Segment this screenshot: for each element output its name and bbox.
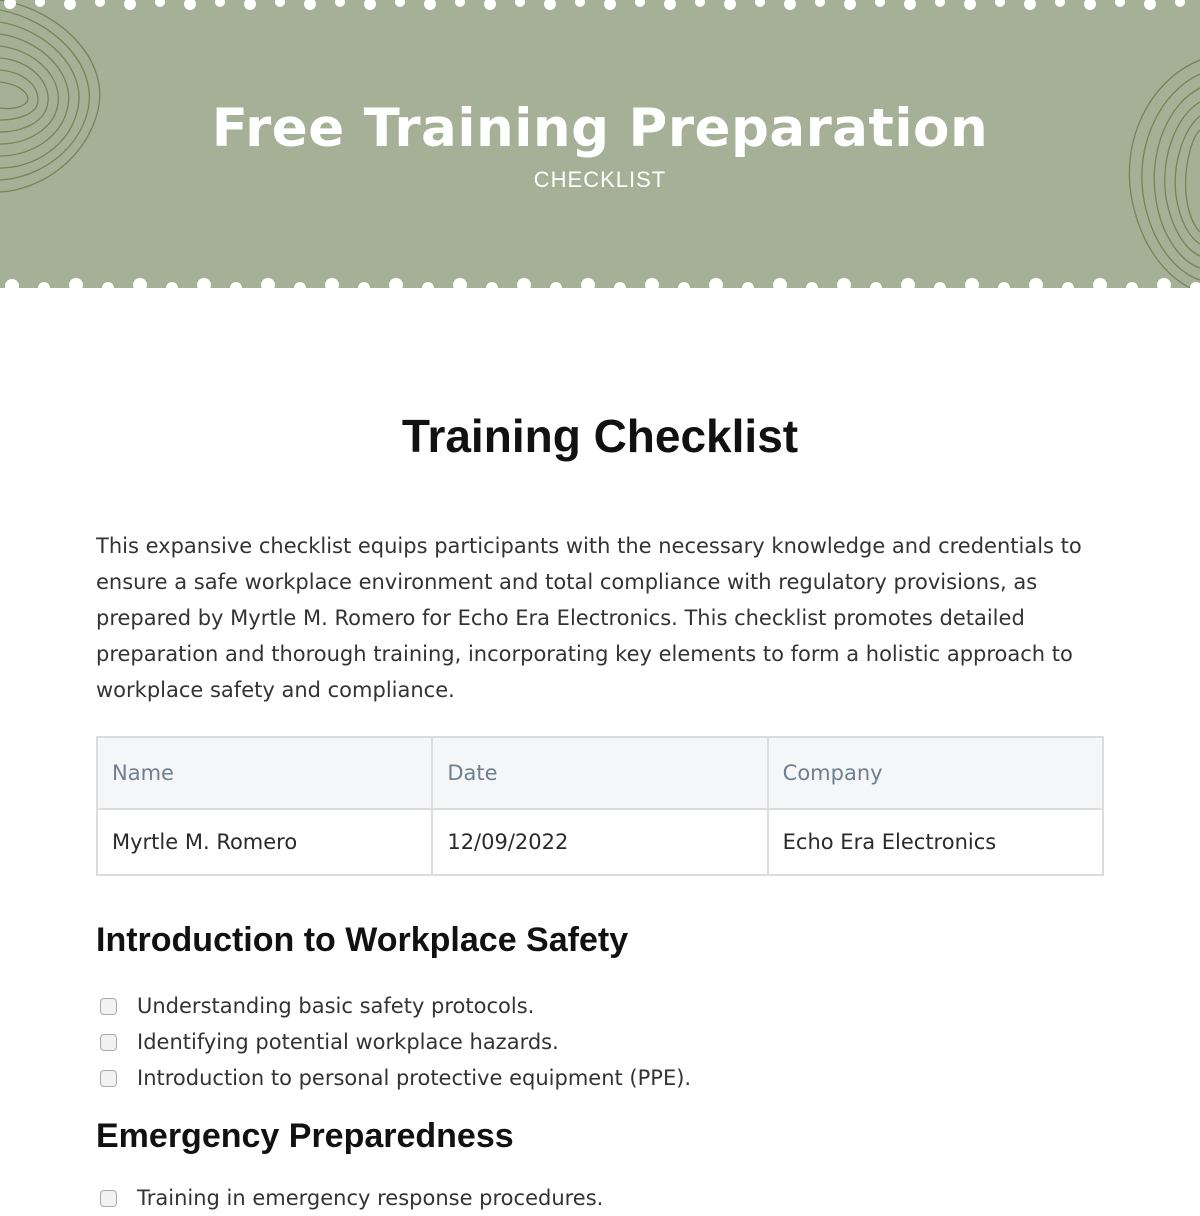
list-item-label: Understanding basic safety protocols.: [137, 994, 535, 1018]
list-item[interactable]: [100, 1060, 691, 1096]
list-item[interactable]: [100, 1024, 691, 1060]
table-header-date: Date: [432, 737, 767, 809]
checkbox[interactable]: [100, 998, 117, 1015]
table-header-name: Name: [97, 737, 432, 809]
info-table: [96, 736, 1104, 876]
header-banner: [0, 0, 1200, 292]
table-header-company: Company: [768, 737, 1103, 809]
section-title-emergency-preparedness: Emergency Preparedness: [96, 1117, 514, 1155]
banner-subtitle: CHECKLIST: [533, 167, 667, 192]
banner-title: Free Training Preparation: [211, 98, 989, 159]
table-cell-date: 12/09/2022: [432, 809, 767, 875]
checklist-workplace-safety: [100, 988, 691, 1096]
checklist-emergency-preparedness: [100, 1180, 603, 1216]
checkbox[interactable]: [100, 1034, 117, 1051]
table-cell-name: Myrtle M. Romero: [97, 809, 432, 875]
intro-paragraph: This expansive checklist equips participants with the necessary knowledge and credentials to ensure a safe workplace environment and total compliance with regulatory provisions, as prepared by Myrtle M. Romero for Echo Era Electronics. This checklist promotes detailed preparation and thorough training, incorporating key elements to form a holistic approach to workplace safety and compliance.: [96, 534, 1082, 702]
list-item-label: Introduction to personal protective equipment (PPE).: [137, 1066, 692, 1090]
table-header-row: [97, 737, 1103, 809]
list-item[interactable]: [100, 1180, 603, 1216]
checkbox[interactable]: [100, 1070, 117, 1087]
checkbox[interactable]: [100, 1190, 117, 1207]
list-item[interactable]: [100, 988, 691, 1024]
page-title: Training Checklist: [401, 410, 799, 462]
list-item-label: Training in emergency response procedures.: [137, 1186, 604, 1210]
table-cell-company: Echo Era Electronics: [768, 809, 1103, 875]
list-item-label: Identifying potential workplace hazards.: [137, 1030, 559, 1054]
section-title-workplace-safety: Introduction to Workplace Safety: [96, 921, 629, 959]
table-row: [97, 809, 1103, 875]
